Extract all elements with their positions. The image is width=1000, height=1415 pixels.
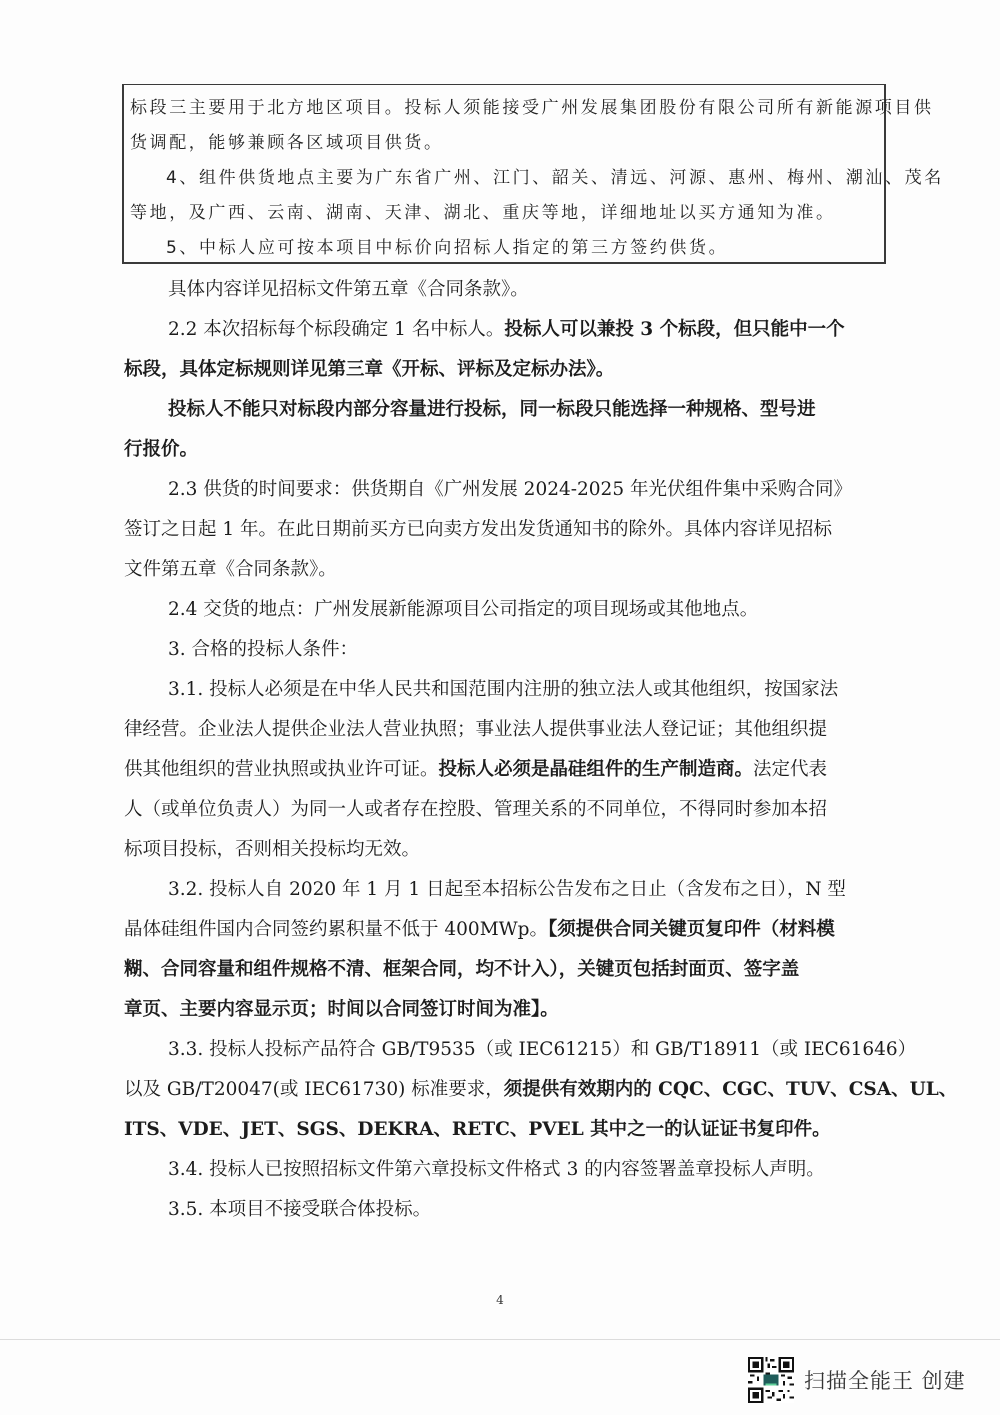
paragraph-2-4: 2.4 交货的地点：广州发展新能源项目公司指定的项目现场或其他地点。 [168,599,759,620]
scanner-footer-divider [0,1339,1000,1340]
paragraph-3-2-cont: 章页、主要内容显示页；时间以合同签订时间为准】。 [124,999,559,1020]
bold-text: 【须提供合同关键页复印件（材料模 [548,919,835,940]
bold-text: 投标人必须是晶硅组件的生产制造商。 [438,759,754,780]
text: 以及 GB/T20047(或 IEC61730) 标准要求， [124,1079,504,1100]
paragraph-3-3-cont: ITS、VDE、JET、SGS、DEKRA、RETC、PVEL 其中之一的认证证书复印件。 [124,1119,831,1140]
paragraph-3-2-cont [124,910,894,950]
paragraph-contract-reference: 具体内容详见招标文件第五章《合同条款》。 [168,279,529,300]
paragraph-3-1-cont [124,750,894,790]
text: 供其他组织的营业执照或执业许可证。 [124,759,439,780]
paragraph-3-1: 3.1. 投标人必须是在中华人民共和国范围内注册的独立法人或其他组织，按国家法 [168,679,839,700]
page-number: 4 [496,1293,504,1307]
paragraph-3-2: 3.2. 投标人自 2020 年 1 月 1 日起至本招标公告发布之日止（含发布之日），N 型 [168,879,846,900]
boxed-line: 货调配，能够兼顾各区域项目供货。 [130,133,444,153]
paragraph-2-3: 2.3 供货的时间要求：供货期自《广州发展 2024-2025 年光伏组件集中采购合同》 [168,479,852,500]
section-3-heading: 3. 合格的投标人条件： [168,639,359,660]
paragraph-3-3-cont [124,1070,958,1110]
boxed-line: 标段三主要用于北方地区项目。投标人须能接受广州发展集团股份有限公司所有新能源项目供 [130,98,934,118]
paragraph-3-1-cont: 标项目投标，否则相关投标均无效。 [124,839,421,860]
paragraph-bid-scope: 投标人不能只对标段内部分容量进行投标，同一标段只能选择一种规格、型号进 [168,399,816,420]
text: 2.2 本次招标每个标段确定 1 名中标人。 [168,319,505,340]
paragraph-2-3-cont: 文件第五章《合同条款》。 [124,559,337,580]
boxed-requirements-section [122,84,944,264]
scanner-watermark [748,1350,966,1410]
qr-code-icon [748,1357,794,1403]
boxed-line: 等地，及广西、云南、湖南、天津、湖北、重庆等地，详细地址以买方通知为准。 [130,203,836,223]
paragraph-3-3: 3.3. 投标人投标产品符合 GB/T9535（或 IEC61215）和 GB/T18911（或 IEC61646） [168,1039,917,1060]
bold-text: 须提供有效期内的 CQC、CGC、TUV、CSA、UL、 [503,1079,958,1100]
document-body [124,270,958,1230]
paragraph-3-1-cont: 律经营。企业法人提供企业法人营业执照；事业法人提供事业法人登记证；其他组织提 [124,719,828,740]
paragraph-bid-scope-cont: 行报价。 [124,439,199,460]
paragraph-2-2-cont: 标段，具体定标规则详见第三章《开标、评标及定标办法》。 [124,359,615,380]
paragraph-3-5: 3.5. 本项目不接受联合体投标。 [168,1199,432,1220]
boxed-line: 4、组件供货地点主要为广东省广州、江门、韶关、清远、河源、惠州、梅州、潮汕、茂名 [166,168,944,188]
bold-text: 投标人可以兼投 3 个标段，但只能中一个 [504,319,845,340]
scanner-app-credit: 扫描全能王 创建 [804,1369,966,1393]
paragraph-3-2-cont: 糊、合同容量和组件规格不清、框架合同，均不计入），关键页包括封面页、签字盖 [124,959,800,980]
paragraph-3-4: 3.4. 投标人已按照招标文件第六章投标文件格式 3 的内容签署盖章投标人声明。 [168,1159,825,1180]
paragraph-2-3-cont: 签订之日起 1 年。在此日期前买方已向卖方发出发货通知书的除外。具体内容详见招标 [124,519,833,540]
paragraph-3-1-cont: 人（或单位负责人）为同一人或者存在控股、管理关系的不同单位，不得同时参加本招 [124,799,828,820]
boxed-line: 5、中标人应可按本项目中标价向招标人指定的第三方签约供货。 [166,238,729,258]
text: 法定代表 [753,759,828,780]
text: 晶体硅组件国内合同签约累积量不低于 400MWp。 [124,919,548,940]
paragraph-2-2 [124,310,894,350]
